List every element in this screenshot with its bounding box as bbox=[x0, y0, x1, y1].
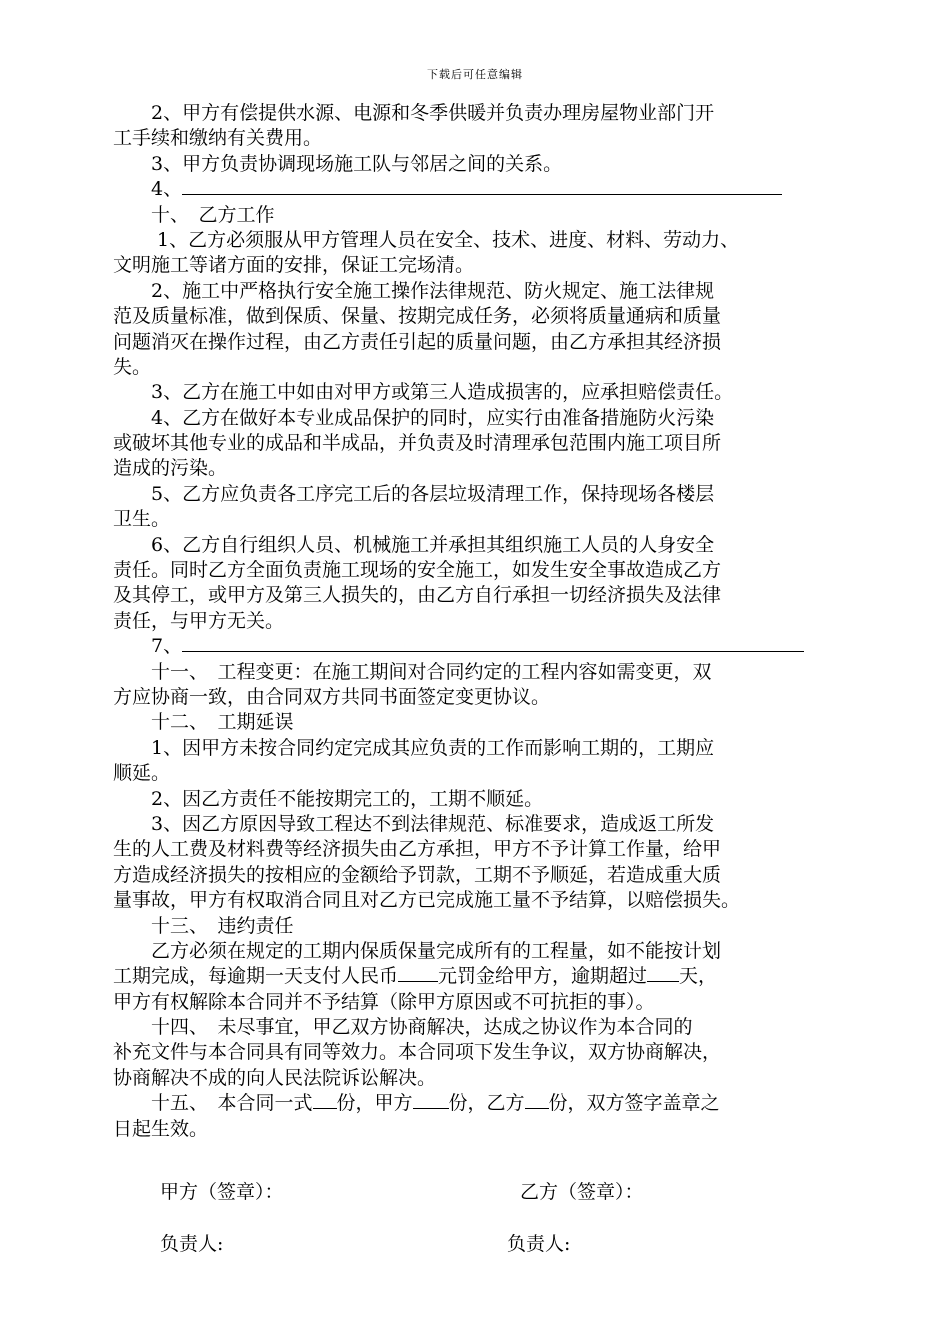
clause-text: 乙方必须在规定的工期内保质保量完成所有的工程量，如不能按计划 bbox=[113, 939, 722, 962]
clause-text: 3、因乙方原因导致工程达不到法律规范、标准要求，造成返工所发 bbox=[113, 812, 715, 835]
clause-text: 文明施工等诸方面的安排，保证工完场清。 bbox=[113, 254, 475, 277]
blank-line bbox=[182, 634, 804, 652]
clause-text: 5、乙方应负责各工序完工后的各层垃圾清理工作，保持现场各楼层 bbox=[113, 482, 715, 505]
blank-copies-total bbox=[313, 1091, 337, 1109]
blank-days bbox=[647, 964, 679, 982]
clause-text: 量事故，甲方有权取消合同且对乙方已完成施工量不予结算，以赔偿损失。 bbox=[113, 889, 741, 912]
clause-text: 生的人工费及材料费等经济损失由乙方承担，甲方不予计算工作量，给甲 bbox=[113, 838, 722, 861]
clause-text: 范及质量标准，做到保质、保量、按期完成任务，必须将质量通病和质量 bbox=[113, 305, 722, 328]
clause-text: 及其停工，或甲方及第三人损失的，由乙方自行承担一切经济损失及法律 bbox=[113, 584, 722, 607]
clause-text: 方造成经济损失的按相应的金额给予罚款，工期不予顺延，若造成重大质 bbox=[113, 863, 722, 886]
clause-text: 造成的污染。 bbox=[113, 457, 228, 480]
clause-text: 责任。同时乙方全面负责施工现场的安全施工，如发生安全事故造成乙方 bbox=[113, 559, 722, 582]
clause-text: 协商解决不成的向人民法院诉讼解决。 bbox=[113, 1066, 437, 1089]
clause-text: 失。 bbox=[113, 355, 152, 378]
blank-amount bbox=[398, 964, 438, 982]
clause-text: 甲方有权解除本合同并不予结算（除甲方原因或不可抗拒的事）。 bbox=[113, 990, 655, 1013]
party-b-person-in-charge: 负责人: bbox=[507, 1233, 571, 1255]
party-a-person-in-charge: 负责人: bbox=[160, 1233, 224, 1255]
party-b-signature: 乙方（签章）： bbox=[520, 1181, 644, 1203]
section-title: 十一、 工程变更：在施工期间对合同约定的工程内容如需变更，双 bbox=[113, 660, 712, 683]
clause-blank-4: 4、 bbox=[113, 177, 843, 202]
section-title: 十三、 违约责任 bbox=[113, 914, 294, 937]
clause-text: 或破坏其他专业的成品和半成品，并负责及时清理承包范围内施工项目所 bbox=[113, 432, 722, 455]
clause-text: 责任，与甲方无关。 bbox=[113, 609, 285, 632]
clause-text: 1、因甲方未按合同约定完成其应负责的工作而影响工期的，工期应 bbox=[113, 736, 715, 759]
clause-text: 3、甲方负责协调现场施工队与邻居之间的关系。 bbox=[113, 152, 563, 175]
clause-blank-7: 7、 bbox=[113, 634, 843, 659]
clause-text: 日起生效。 bbox=[113, 1117, 209, 1140]
clause-text: 方应协商一致，由合同双方共同书面签定变更协议。 bbox=[113, 685, 551, 708]
blank-copies-b bbox=[525, 1091, 549, 1109]
clause-text: 2、甲方有偿提供水源、电源和冬季供暖并负责办理房屋物业部门开 bbox=[113, 102, 715, 124]
clause-text: 6、乙方自行组织人员、机械施工并承担其组织施工人员的人身安全 bbox=[113, 533, 715, 556]
clause-text: 3、乙方在施工中如由对甲方或第三人造成损害的，应承担赔偿责任。 bbox=[113, 381, 734, 404]
section-title: 十四、 未尽事宜，甲乙双方协商解决，达成之协议作为本合同的 bbox=[113, 1016, 693, 1039]
section-title: 十二、 工期延误 bbox=[113, 711, 294, 734]
clause-penalty: 工期完成，每逾期一天支付人民币 元罚金给甲方，逾期超过 天， bbox=[113, 965, 718, 988]
clause-text: 1、乙方必须服从甲方管理人员在安全、技术、进度、材料、劳动力、 bbox=[113, 228, 740, 251]
section-title: 十、 乙方工作 bbox=[113, 203, 275, 226]
clause-text: 2、因乙方责任不能按期完工的，工期不顺延。 bbox=[113, 787, 544, 810]
contract-body bbox=[113, 101, 843, 1142]
clause-text: 卫生。 bbox=[113, 508, 171, 531]
clause-text: 工手续和缴纳有关费用。 bbox=[113, 127, 323, 150]
clause-text: 顺延。 bbox=[113, 762, 171, 785]
clause-text: 4、乙方在做好本专业成品保护的同时，应实行由准备措施防火污染 bbox=[113, 406, 715, 429]
clause-text: 2、施工中严格执行安全施工操作法律规范、防火规定、施工法律规 bbox=[113, 279, 715, 302]
clause-text: 问题消灭在操作过程，由乙方责任引起的质量问题，由乙方承担其经济损 bbox=[113, 330, 722, 353]
blank-copies-a bbox=[413, 1091, 449, 1109]
page-header: 下载后可任意编辑 bbox=[427, 68, 523, 81]
blank-line bbox=[182, 177, 782, 195]
party-a-signature: 甲方（签章）： bbox=[160, 1181, 284, 1203]
clause-copies: 十五、 本合同一式 份，甲方 份，乙方 份，双方签字盖章之 bbox=[113, 1092, 720, 1115]
clause-text: 补充文件与本合同具有同等效力。本合同项下发生争议，双方协商解决， bbox=[113, 1041, 722, 1064]
